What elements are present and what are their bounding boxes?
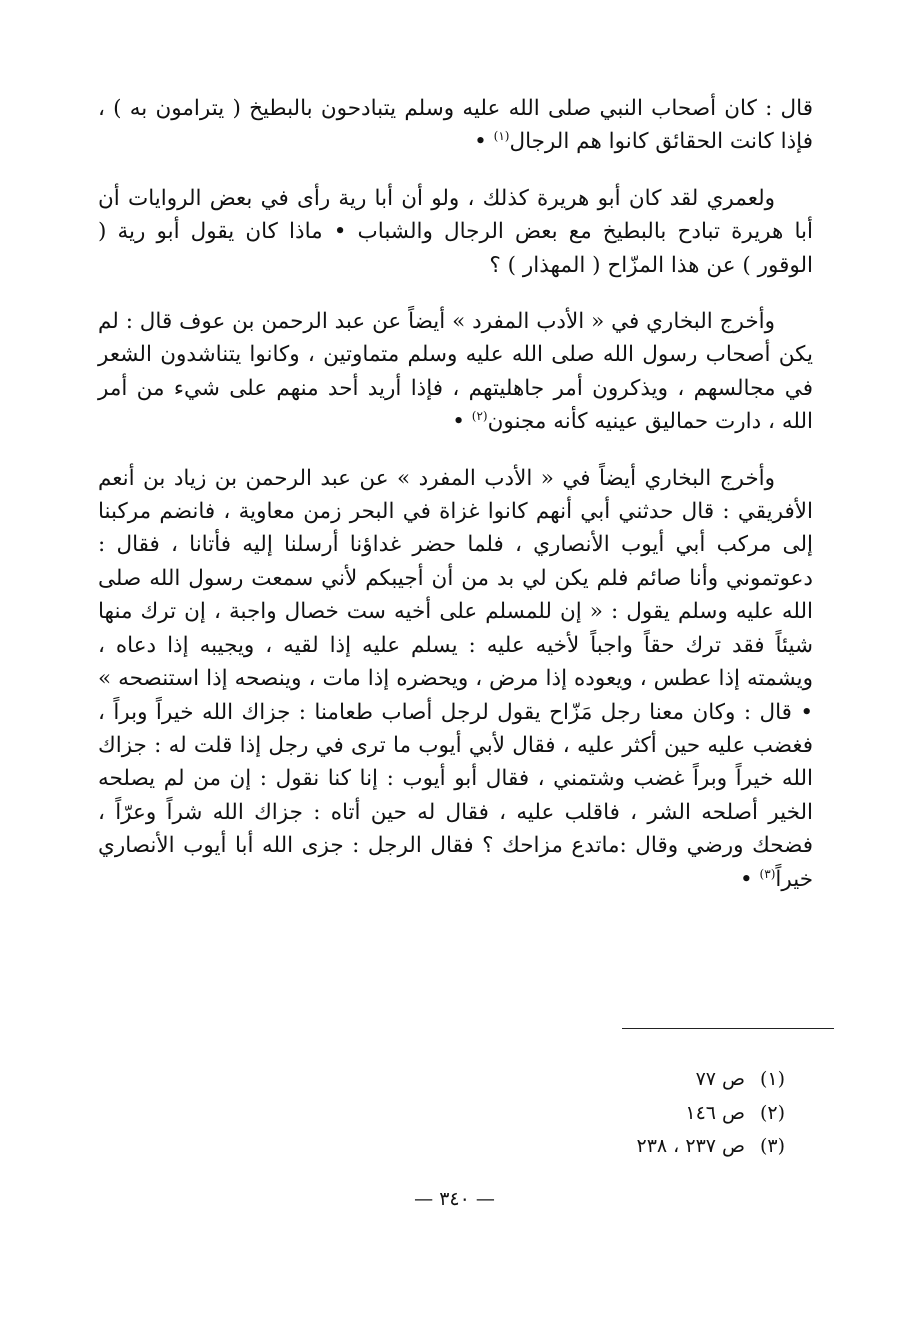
footnote-text: ص ٧٧ — [695, 1068, 745, 1090]
page-number: — ٣٤٠ — — [414, 1188, 495, 1210]
footnote-number: (٣) — [759, 1135, 785, 1157]
paragraph-text: وأخرج البخاري أيضاً في « الأدب المفرد » عن عبد الرحمن بن زياد بن أنعم الأفريقي : قال حدثني أبي أنهم كانوا غزاة في البحر زمن معاوية ، فانضم مركبنا إلى مركب أبي أيوب الأنصاري ، فلما حضر غداؤنا أرسلنا إليه فأتانا ، فقال : دعوتموني وأنا صائم فلم يكن لي بد من أن أجيبكم لأني سمعت رسول الله صلى الله عليه وسلم يقول : « إن للمسلم على أخيه ست خصال واجبة ، إن ترك منها شيئاً فقد ترك حقاً واجباً لأخيه عليه : يسلم عليه إذا لقيه ، ويجيبه إذا دعاه ، ويشمته إذا عطس ، ويعوده إذا مرض ، ويحضره إذا مات ، وينصحه إذا استنصحه » • قال : وكان معنا رجل مَزّاح يقول لرجل أصاب طعامنا : جزاك الله خيراً وبراً ، فغضب عليه حين أكثر عليه ، فقال لأبي أيوب ما ترى في رجل إذا قلت له : جزاك الله خيراً وبراً غضب وشتمني ، فقال أبو أيوب : إنا كنا نقول : إن من لم يصلحه الخير أصلحه الشر ، فاقلب عليه ، فقال له حين أتاه : جزاك الله شراً وعرّاً ، فضحك ورضي وقال :ماتدع مزاحك ؟ فقال الرجل : جزى الله أبا أيوب الأنصاري خيراً — [98, 465, 813, 892]
paragraph-end: • — [474, 129, 494, 155]
paragraph-end: • — [740, 866, 760, 892]
body-text — [98, 92, 813, 919]
footnote-text: ص ٢٣٧ ، ٢٣٨ — [636, 1135, 745, 1157]
paragraph-text: وأخرج البخاري في « الأدب المفرد » أيضاً عن عبد الرحمن بن عوف قال : لم يكن أصحاب رسول الله صلى الله عليه وسلم متماوتين ، وكانوا يتناشدون الشعر في مجالسهم ، ويذكرون أمر جاهليتهم ، فإذا أريد أحد منهم على شيء من أمر الله ، دارت حماليق عينيه كأنه مجنون — [98, 309, 813, 435]
footnote-mark: (٣) — [759, 866, 776, 881]
footnote-mark: (١) — [493, 129, 510, 144]
footnote-item — [520, 1063, 785, 1097]
footnote-separator — [622, 1028, 834, 1029]
paragraph-end: • — [452, 409, 472, 435]
footnote-mark: (٢) — [471, 409, 488, 424]
footnotes — [520, 1063, 785, 1164]
paragraph-3 — [98, 305, 813, 439]
paragraph-text: ولعمري لقد كان أبو هريرة كذلك ، ولو أن أبا رية رأى في بعض الروايات أن أبا هريرة تبادح بالبطيخ مع بعض الرجال والشباب • ماذا كان يقول أبو رية ( الوقور ) عن هذا المزّاح ( المهذار ) ؟ — [98, 185, 813, 278]
footnote-item — [520, 1097, 785, 1131]
footnote-item — [520, 1130, 785, 1164]
paragraph-text: قال : كان أصحاب النبي صلى الله عليه وسلم يتبادحون بالبطيخ ( يترامون به ) ، فإذا كانت الحقائق كانوا هم الرجال — [98, 96, 813, 155]
paragraph-2 — [98, 182, 813, 282]
paragraph-4 — [98, 462, 813, 896]
footnote-number: (١) — [759, 1068, 785, 1090]
footnote-text: ص ١٤٦ — [685, 1101, 745, 1124]
paragraph-1 — [98, 92, 813, 159]
footnote-number: (٢) — [759, 1101, 785, 1124]
